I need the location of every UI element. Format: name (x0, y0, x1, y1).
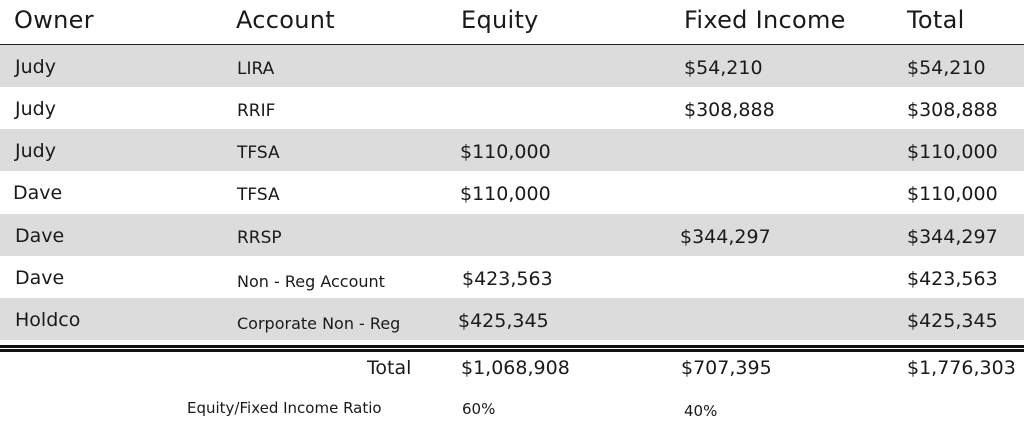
cell-total: $110,000 (907, 141, 998, 163)
cell-account: RRIF (237, 101, 276, 121)
double-rule-divider (0, 345, 1024, 352)
table-row (0, 45, 1024, 87)
header-owner: Owner (14, 6, 94, 34)
summary-total: $1,776,303 (907, 357, 1016, 379)
cell-account: Corporate Non - Reg (237, 314, 401, 333)
header-equity: Equity (461, 6, 539, 34)
cell-fixed-income: $344,297 (680, 226, 771, 248)
summary-label: Total (367, 357, 412, 379)
cell-owner: Dave (13, 182, 63, 204)
cell-total: $110,000 (907, 183, 998, 205)
ratio-label: Equity/Fixed Income Ratio (187, 399, 382, 417)
cell-owner: Judy (15, 56, 56, 78)
cell-account: LIRA (237, 59, 275, 79)
cell-account: TFSA (237, 185, 280, 205)
table-header (0, 0, 1024, 46)
cell-fixed-income: $54,210 (684, 57, 763, 79)
table-row (0, 298, 1024, 340)
cell-total: $423,563 (907, 268, 998, 290)
cell-equity: $110,000 (460, 183, 551, 205)
cell-account: Non - Reg Account (237, 272, 385, 291)
cell-equity: $423,563 (462, 268, 553, 290)
cell-owner: Dave (15, 267, 65, 289)
cell-owner: Judy (15, 140, 56, 162)
cell-total: $54,210 (907, 57, 986, 79)
header-total: Total (907, 6, 965, 34)
cell-total: $308,888 (907, 99, 998, 121)
cell-owner: Judy (15, 98, 56, 120)
cell-equity: $110,000 (460, 141, 551, 163)
ratio-equity: 60% (462, 400, 496, 418)
summary-equity: $1,068,908 (461, 357, 570, 379)
table-row (0, 171, 1024, 213)
cell-account: TFSA (237, 143, 280, 163)
table-row (0, 256, 1024, 298)
header-account: Account (236, 6, 336, 34)
cell-fixed-income: $308,888 (684, 99, 775, 121)
ratio-fixed-income: 40% (684, 402, 718, 420)
cell-account: RRSP (237, 228, 282, 248)
header-fixed-income: Fixed Income (684, 6, 846, 34)
cell-owner: Holdco (15, 309, 81, 331)
table-row (0, 214, 1024, 256)
table-row (0, 129, 1024, 171)
cell-total: $344,297 (907, 226, 998, 248)
cell-total: $425,345 (907, 310, 998, 332)
cell-equity: $425,345 (458, 310, 549, 332)
summary-fixed-income: $707,395 (681, 357, 772, 379)
table-row (0, 87, 1024, 129)
cell-owner: Dave (15, 225, 65, 247)
